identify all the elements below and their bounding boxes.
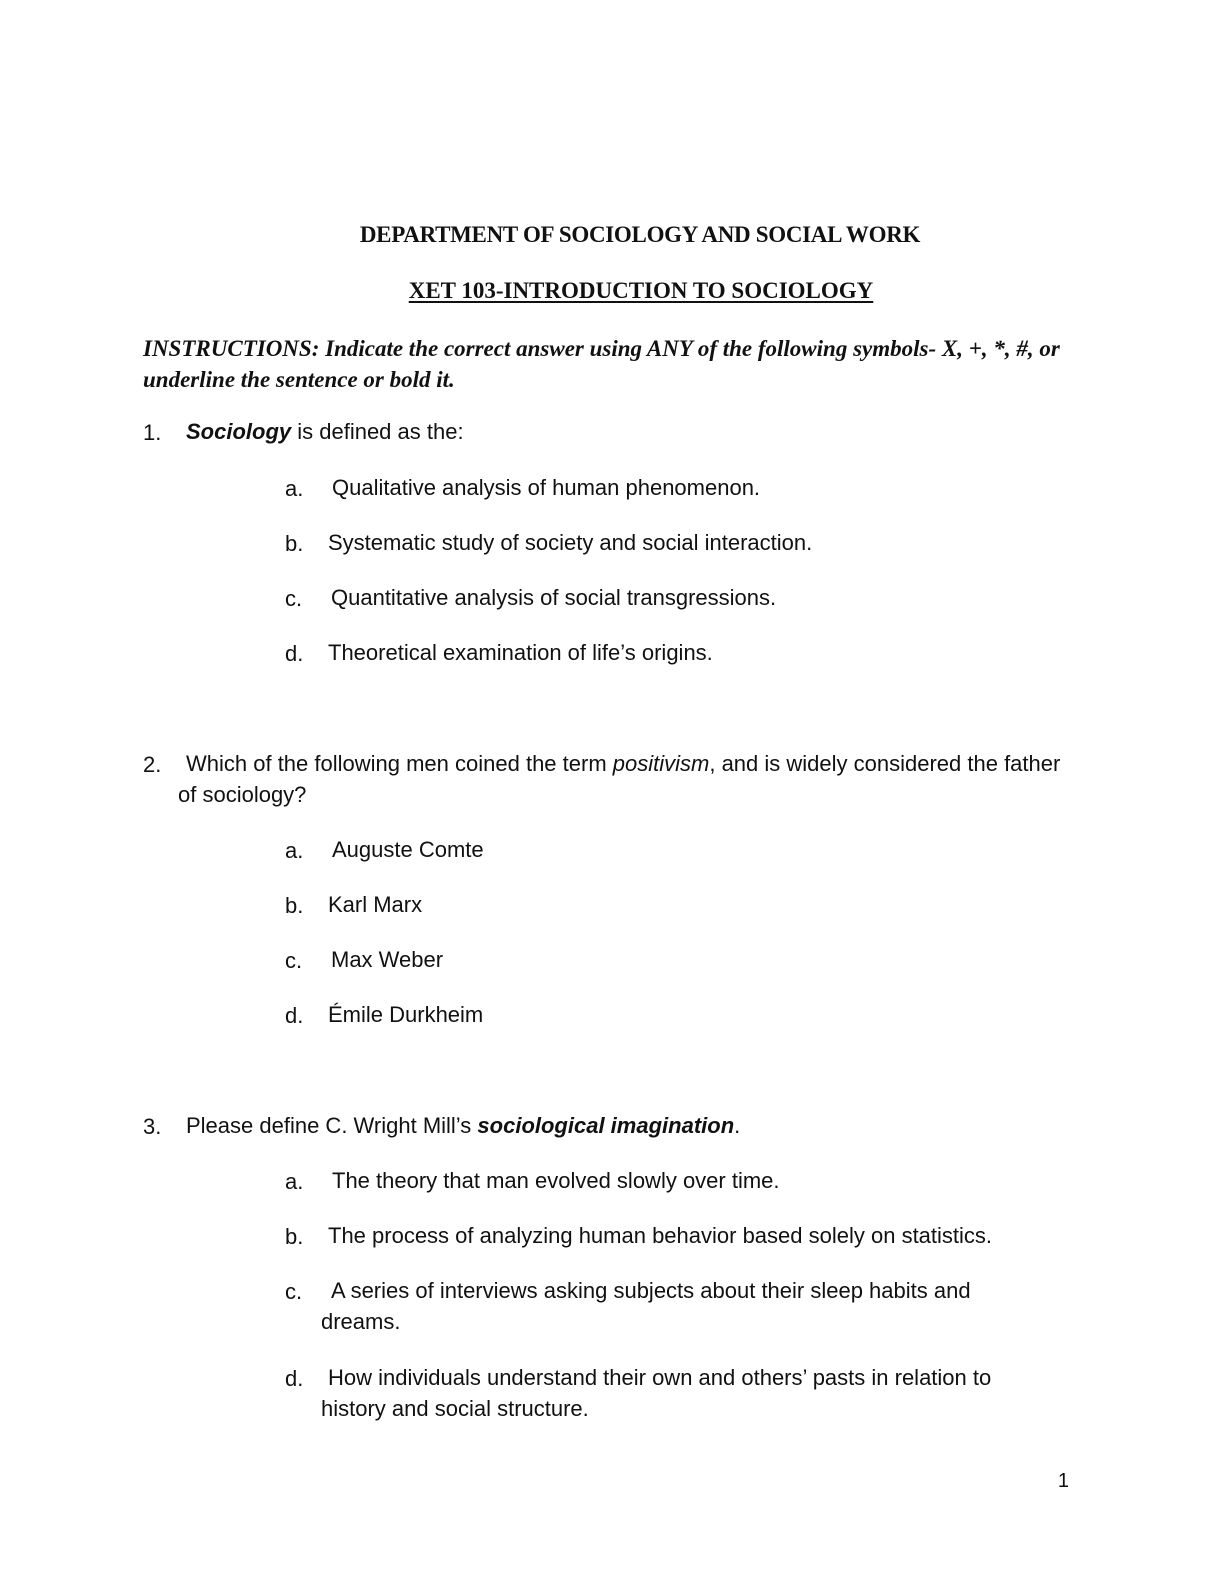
option-text[interactable]: The process of analyzing human behavior based solely on statistics. xyxy=(328,1223,993,1248)
option-letter: c. xyxy=(285,948,303,973)
option-letter: a. xyxy=(285,476,304,501)
option-text[interactable]: Quantitative analysis of social transgressions. xyxy=(331,585,777,610)
option-letter: d. xyxy=(285,1366,304,1391)
option-letter: d. xyxy=(285,641,304,666)
option-text[interactable]: Theoretical examination of life’s origins. xyxy=(328,640,713,665)
option-letter: c. xyxy=(285,586,303,611)
option-letter: b. xyxy=(285,1224,304,1249)
department-heading: DEPARTMENT OF SOCIOLOGY AND SOCIAL WORK xyxy=(359,222,921,247)
option-text[interactable]: Qualitative analysis of human phenomenon. xyxy=(332,475,761,500)
option-text[interactable]: Émile Durkheim xyxy=(328,1002,484,1027)
question-number: 1. xyxy=(143,420,162,445)
option-text[interactable]: A series of interviews asking subjects about their sleep habits and dreams. xyxy=(321,1278,971,1334)
option-letter: d. xyxy=(285,1003,304,1028)
question-term: sociological imagination xyxy=(477,1113,735,1138)
option-letter: b. xyxy=(285,893,304,918)
option-text[interactable]: How individuals understand their own and others’ pasts in relation to history and social structure. xyxy=(321,1365,992,1421)
question-text-after: is defined as the: xyxy=(291,419,464,444)
question-number: 2. xyxy=(143,752,162,777)
option-letter: a. xyxy=(285,1169,304,1194)
page-number: 1 xyxy=(1057,1470,1069,1492)
question-text-after: , and is widely considered the father of sociology? xyxy=(178,751,1061,807)
question-text xyxy=(178,748,1078,810)
option-letter: b. xyxy=(285,531,304,556)
question-text xyxy=(186,1110,740,1141)
question-number: 3. xyxy=(143,1114,162,1139)
question-term: positivism xyxy=(612,751,710,776)
question-term: Sociology xyxy=(186,419,292,444)
question-text-before: Which of the following men coined the term xyxy=(186,751,613,776)
option-text[interactable]: The theory that man evolved slowly over time. xyxy=(332,1168,780,1193)
option-text[interactable]: Systematic study of society and social interaction. xyxy=(328,530,813,555)
option-text[interactable]: Karl Marx xyxy=(328,892,423,917)
option-letter: a. xyxy=(285,838,304,863)
question-text-before: Please define C. Wright Mill’s xyxy=(186,1113,478,1138)
option-text[interactable]: Max Weber xyxy=(331,947,444,972)
question-text xyxy=(186,416,464,447)
course-heading: XET 103-INTRODUCTION TO SOCIOLOGY xyxy=(408,278,874,303)
option-letter: c. xyxy=(285,1279,303,1304)
option-text[interactable]: Auguste Comte xyxy=(332,837,484,862)
question-text-after: . xyxy=(734,1113,741,1138)
instructions: INSTRUCTIONS: Indicate the correct answer using ANY of the following symbols- X, +, *, #, or underline the sentence or bold it. xyxy=(143,336,1060,392)
